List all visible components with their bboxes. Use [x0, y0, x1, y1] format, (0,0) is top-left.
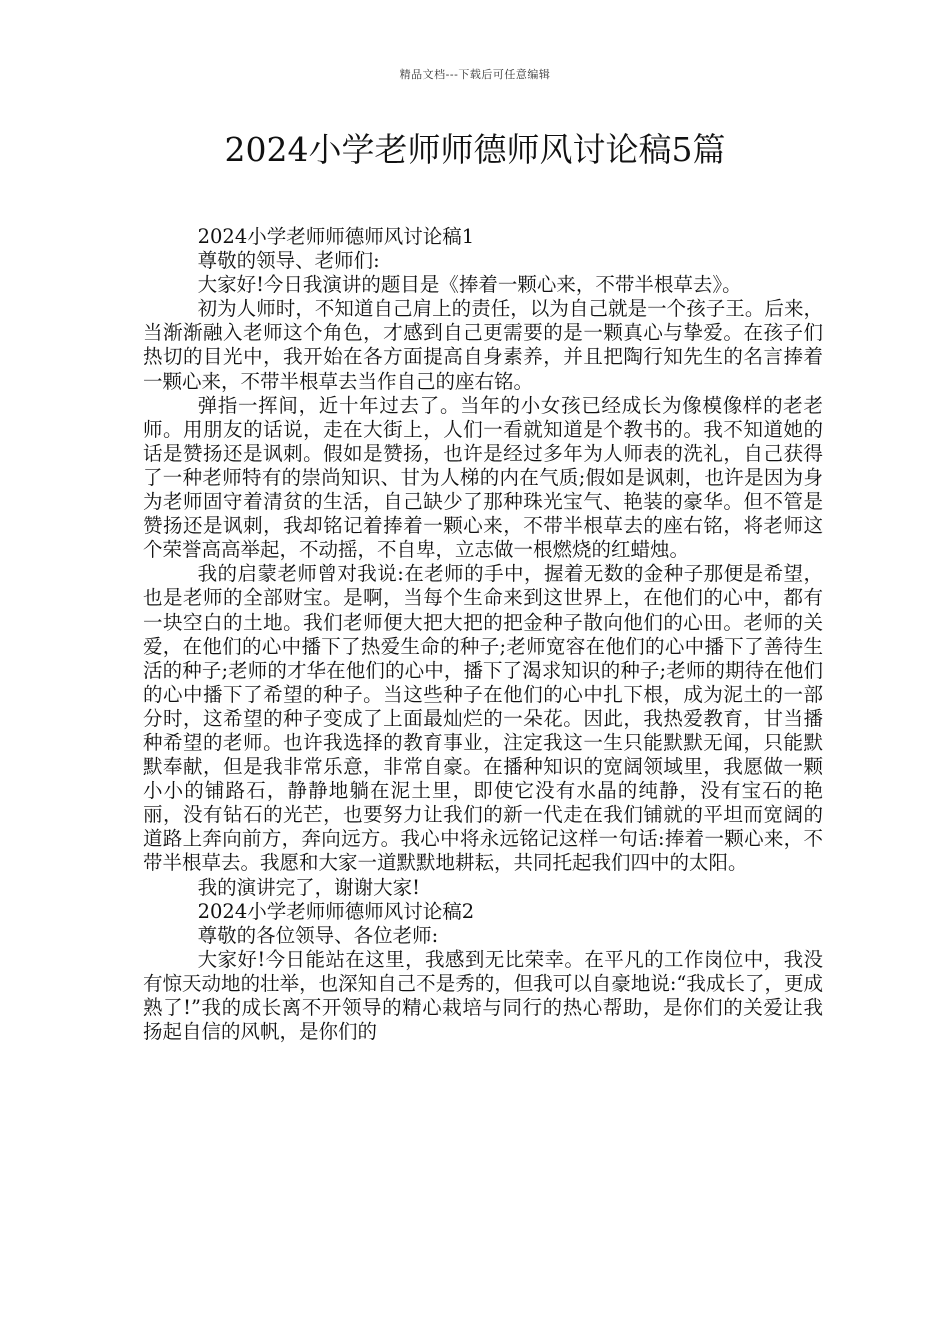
paragraph-greeting-2: 大家好!今日能站在这里，我感到无比荣幸。在平凡的工作岗位中，我没有惊天动地的壮举，也深知自己不是秀的，但我可以自豪地说:“我成长了，更成熟了!”我的成长离不开领导的精心栽培与同行的热心帮助，是你们的关爱让我扬起自信的风帆，是你们的	[143, 947, 823, 1044]
document-title: 2024小学老师师德师风讨论稿5篇	[224, 130, 726, 169]
section-heading-2: 2024小学老师师德师风讨论稿2	[197, 899, 475, 923]
salutation-1: 尊敬的领导、老师们:	[197, 249, 380, 273]
paragraph-greeting-1: 大家好!今日我演讲的题目是《捧着一颗心来，不带半根草去》。	[197, 273, 742, 297]
paragraph-body-1: 初为人师时，不知道自己肩上的责任，以为自己就是一个孩子王。后来，当渐渐融入老师这个角色，才感到自己更需要的是一颗真心与挚爱。在孩子们热切的目光中，我开始在各方面提高自身素养，并且把陶行知先生的名言捧着一颗心来，不带半根草去当作自己的座右铭。	[143, 297, 823, 393]
salutation-2: 尊敬的各位领导、各位老师:	[197, 923, 439, 947]
section-heading-1: 2024小学老师师德师风讨论稿1	[197, 225, 475, 248]
paragraph-body-2: 弹指一挥间，近十年过去了。当年的小女孩已经成长为像模像样的老老师。用朋友的话说，走在大街上，人们一看就知道是个教书的。我不知道她的话是赞扬还是讽刺。假如是赞扬，也许是经过多年为人师表的洗礼，自己获得了一种老师特有的崇尚知识、甘为人梯的内在气质;假如是讽刺，也许是因为身为老师固守着清贫的生活，自己缺少了那种珠光宝气、艳装的豪华。但不管是赞扬还是讽刺，我却铭记着捧着一颗心来，不带半根草去的座右铭，将老师这个荣誉高高举起，不动摇，不自卑，立志做一根燃烧的红蜡烛。	[143, 393, 823, 562]
document-body	[143, 225, 823, 1044]
page-header-note: 精品文档---下载后可任意编辑	[399, 68, 551, 81]
paragraph-body-3: 我的启蒙老师曾对我说:在老师的手中，握着无数的金种子那便是希望，也是老师的全部财宝。是啊，当每个生命来到这世界上，在他们的心中，都有一块空白的土地。我们老师便大把大把的把金种子散向他们的心田。老师的关爱，在他们的心中播下了热爱生命的种子;老师宽容在他们的心中播下了善待生活的种子;老师的才华在他们的心中，播下了渴求知识的种子;老师的期待在他们的心中播下了希望的种子。当这些种子在他们的心中扎下根，成为泥土的一部分时，这希望的种子变成了上面最灿烂的一朵花。因此，我热爱教育，甘当播种希望的老师。也许我选择的教育事业，注定我这一生只能默默无闻，只能默默奉献，但是我非常乐意，非常自豪。在播种知识的宽阔领域里，我愿做一颗小小的铺路石，静静地躺在泥土里，即使它没有水晶的纯静，没有宝石的艳丽，没有钻石的光芒，也要努力让我们的新一代走在我们铺就的平坦而宽阔的道路上奔向前方，奔向远方。我心中将永远铭记这样一句话:捧着一颗心来，不带半根草去。我愿和大家一道默默地耕耘，共同托起我们四中的太阳。	[143, 562, 823, 875]
paragraph-closing-1: 我的演讲完了，谢谢大家!	[197, 875, 420, 899]
